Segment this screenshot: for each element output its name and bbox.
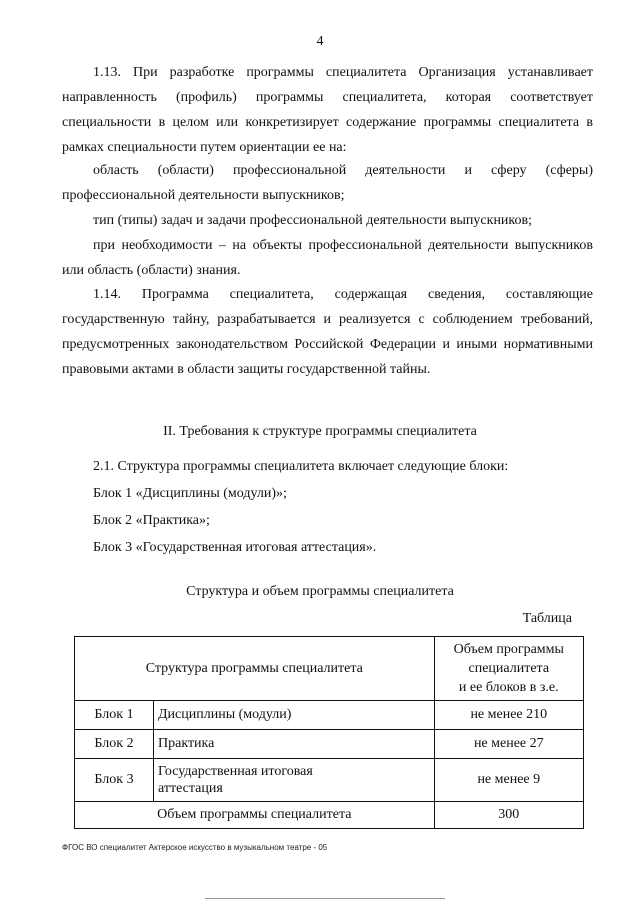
scan-edge-divider bbox=[205, 898, 445, 899]
header-volume-line: специалитета bbox=[468, 661, 550, 676]
total-label: Объем программы специалитета bbox=[75, 802, 435, 829]
header-volume bbox=[434, 637, 583, 701]
volume-cell: не менее 27 bbox=[434, 730, 583, 759]
table-row bbox=[75, 759, 584, 802]
block-cell: Блок 3 bbox=[75, 759, 154, 802]
name-cell: Практика bbox=[154, 730, 435, 759]
table-title: Структура и объем программы специалитета bbox=[186, 584, 454, 599]
paragraph-types: тип (типы) задач и задачи профессиональной деятельности выпускников; bbox=[93, 213, 533, 228]
block-cell: Блок 2 bbox=[75, 730, 154, 759]
block-cell: Блок 1 bbox=[75, 701, 154, 730]
table-label: Таблица bbox=[522, 611, 572, 626]
page-number: 4 bbox=[316, 34, 324, 49]
structure-table bbox=[74, 636, 584, 829]
header-volume-line: Объем программы bbox=[453, 642, 564, 657]
total-value: 300 bbox=[434, 802, 583, 829]
header-volume-line: и ее блоков в з.е. bbox=[458, 680, 559, 695]
table-row bbox=[75, 730, 584, 759]
section-heading: II. Требования к структуре программы специалитета bbox=[163, 424, 477, 439]
volume-cell: не менее 210 bbox=[434, 701, 583, 730]
paragraph-objects: при необходимости – на объекты профессиональной деятельности выпускников или область (области) знания. bbox=[62, 238, 593, 278]
table-row bbox=[75, 701, 584, 730]
table-header-row bbox=[75, 637, 584, 701]
paragraph-1-14: 1.14. Программа специалитета, содержащая сведения, составляющие государственную тайну, разрабатывается и реализуется с соблюдением требований, предусмотренных законодательством Российской Федерации и иными нормативными правовыми актами в области защиты государственной тайны. bbox=[62, 287, 593, 377]
block-2-item: Блок 2 «Практика»; bbox=[93, 513, 210, 528]
paragraph-area: область (области) профессиональной деятельности и сферу (сферы) профессиональной деятельности выпускников; bbox=[62, 163, 593, 203]
name-cell: Дисциплины (модули) bbox=[154, 701, 435, 730]
structure-intro: 2.1. Структура программы специалитета включает следующие блоки: bbox=[93, 459, 509, 474]
table-total-row bbox=[75, 802, 584, 829]
name-line: Государственная итоговая bbox=[158, 764, 313, 779]
name-cell bbox=[154, 759, 435, 802]
name-line: аттестация bbox=[158, 781, 223, 796]
volume-cell: не менее 9 bbox=[434, 759, 583, 802]
paragraph-1-13: 1.13. При разработке программы специалитета Организация устанавливает направленность (профиль) программы специалитета, которая соответствует специальности в целом или конкретизирует содержание программы специалитета в рамках специальности путем ориентации ее на: bbox=[62, 65, 593, 155]
footer-note: ФГОС ВО специалитет Актерское искусство в музыкальном театре - 05 bbox=[62, 843, 328, 852]
block-3-item: Блок 3 «Государственная итоговая аттестация». bbox=[93, 540, 377, 555]
header-structure: Структура программы специалитета bbox=[75, 637, 435, 701]
block-1-item: Блок 1 «Дисциплины (модули)»; bbox=[93, 486, 287, 501]
